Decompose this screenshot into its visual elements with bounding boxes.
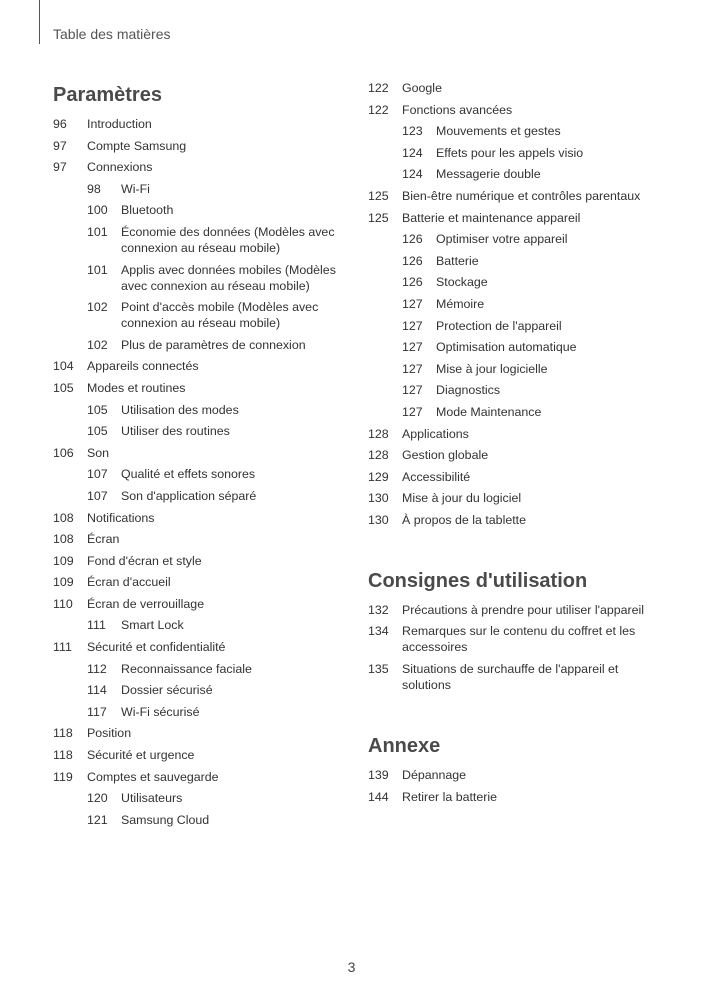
toc-page-number: 122 <box>368 102 389 117</box>
toc-entry[interactable] <box>53 224 353 256</box>
section-title: Annexe <box>368 735 441 758</box>
toc-page-number: 117 <box>87 704 107 719</box>
toc-page-number: 118 <box>53 726 73 741</box>
toc-entry-title: Gestion globale <box>402 448 489 463</box>
toc-page-number: 105 <box>87 402 108 417</box>
toc-page-number: 121 <box>87 812 108 827</box>
toc-entry[interactable] <box>368 123 668 139</box>
toc-entry-title: Utilisateurs <box>121 791 183 806</box>
toc-page-number: 127 <box>402 361 423 376</box>
toc-entry-title: Stockage <box>436 275 488 290</box>
toc-page-number: 106 <box>53 445 74 460</box>
toc-entry[interactable] <box>368 339 668 355</box>
toc-entry[interactable] <box>368 490 668 506</box>
toc-page-number: 127 <box>402 318 423 333</box>
toc-entry[interactable] <box>53 553 353 569</box>
toc-entry[interactable] <box>368 145 668 161</box>
toc-entry[interactable] <box>53 445 353 461</box>
toc-entry-title: Optimisation automatique <box>436 340 577 355</box>
toc-entry[interactable] <box>368 661 668 693</box>
toc-page-number: 127 <box>402 340 423 355</box>
toc-page-number: 98 <box>87 181 101 196</box>
toc-page-number: 105 <box>87 424 108 439</box>
toc-page-number: 111 <box>53 640 72 655</box>
toc-entry[interactable] <box>368 512 668 528</box>
toc-page-number: 124 <box>402 167 423 182</box>
toc-page-number: 107 <box>87 488 108 503</box>
toc-page-number: 139 <box>368 768 389 783</box>
toc-entry[interactable] <box>53 138 353 154</box>
toc-entry[interactable] <box>53 159 353 175</box>
running-header: Table des matières <box>53 26 171 42</box>
toc-entry-title: Batterie et maintenance appareil <box>402 210 581 225</box>
toc-entry-title: Comptes et sauvegarde <box>87 769 219 784</box>
toc-entry[interactable] <box>368 253 668 269</box>
toc-entry[interactable] <box>53 639 353 655</box>
toc-section-consignes-d-utilisation <box>368 566 668 693</box>
toc-entry[interactable] <box>368 361 668 377</box>
toc-page-number: 105 <box>53 380 74 395</box>
toc-page-number: 125 <box>368 188 389 203</box>
toc-entry[interactable] <box>53 402 353 418</box>
toc-page-number: 101 <box>87 224 108 239</box>
toc-page-number: 144 <box>368 789 389 804</box>
toc-entry-title: Mise à jour du logiciel <box>402 491 522 506</box>
toc-page-number: 97 <box>53 160 67 175</box>
section-title: Consignes d'utilisation <box>368 569 588 592</box>
toc-page-number: 109 <box>53 553 74 568</box>
toc-page-number: 134 <box>368 624 389 639</box>
toc-page-number: 122 <box>368 81 389 95</box>
toc-entry[interactable] <box>368 274 668 290</box>
toc-entry[interactable] <box>368 318 668 334</box>
toc-entry-title: Écran de verrouillage <box>87 596 205 611</box>
toc-entry-title: Notifications <box>87 510 155 525</box>
toc-entry[interactable] <box>53 466 353 482</box>
toc-page-number: 135 <box>368 662 389 677</box>
toc-entry[interactable] <box>53 299 353 331</box>
toc-entry[interactable] <box>53 747 353 763</box>
toc-entry[interactable] <box>368 789 668 805</box>
toc-entry-title: Sécurité et confidentialité <box>87 640 226 655</box>
toc-entry-title: Reconnaissance faciale <box>121 661 252 676</box>
toc-page-number: 101 <box>87 262 108 277</box>
toc-entry[interactable] <box>53 510 353 526</box>
toc-entry-title: Précautions à prendre pour utiliser l'appareil <box>402 602 645 617</box>
toc-entry[interactable] <box>53 704 353 720</box>
toc-entry-title: Introduction <box>87 117 152 131</box>
toc-entry-title: Compte Samsung <box>87 138 187 153</box>
toc-entry-title: Wi-Fi sécurisé <box>121 704 200 719</box>
toc-entry-title: Google <box>402 81 442 95</box>
toc-page-number: 129 <box>368 469 389 484</box>
toc-entry[interactable] <box>53 380 353 396</box>
toc-entry[interactable] <box>53 358 353 374</box>
toc-entry-title: Écran <box>87 532 120 547</box>
toc-entry-title: Fond d'écran et style <box>87 553 202 568</box>
toc-entry[interactable] <box>368 623 668 655</box>
toc-page-number: 100 <box>87 203 108 218</box>
toc-entry[interactable] <box>368 231 668 247</box>
toc-entry-title: Utilisation des modes <box>121 402 239 417</box>
toc-page-number: 127 <box>402 404 423 419</box>
toc-entry-title: Son d'application séparé <box>121 488 257 503</box>
toc-entry-title: Situations de surchauffe de l'appareil et solutions <box>402 662 619 693</box>
toc-column-left <box>53 80 353 833</box>
toc-entry-title: Plus de paramètres de connexion <box>121 337 306 352</box>
toc-page-number: 130 <box>368 512 389 527</box>
toc-page-number: 102 <box>87 337 108 352</box>
toc-page-number: 114 <box>87 683 107 698</box>
toc-page-number: 112 <box>87 661 107 676</box>
toc-entry[interactable] <box>368 767 668 783</box>
toc-entry-title: Dépannage <box>402 768 467 783</box>
toc-page-number: 124 <box>402 145 423 160</box>
toc-entry[interactable] <box>53 202 353 218</box>
toc-page-number: 125 <box>368 210 389 225</box>
toc-entry-title: Connexions <box>87 160 153 175</box>
toc-entry[interactable] <box>368 426 668 442</box>
toc-entry[interactable] <box>368 404 668 420</box>
toc-page-number: 109 <box>53 575 74 590</box>
toc-entry[interactable] <box>53 769 353 785</box>
toc-entry-title: Dossier sécurisé <box>121 683 213 698</box>
toc-page-number: 108 <box>53 532 74 547</box>
toc-page-number: 127 <box>402 383 423 398</box>
toc-entry[interactable] <box>53 725 353 741</box>
toc-entry[interactable] <box>368 210 668 226</box>
toc-entry-title: Optimiser votre appareil <box>436 232 568 247</box>
toc-column-right <box>368 80 668 810</box>
toc-entry[interactable] <box>53 661 353 677</box>
toc-entry[interactable] <box>53 116 353 132</box>
toc-entry[interactable] <box>53 596 353 612</box>
section-title: Paramètres <box>53 84 162 106</box>
toc-page-number: 126 <box>402 253 423 268</box>
toc-entry[interactable] <box>368 602 668 618</box>
toc-section-annexe <box>368 731 668 805</box>
toc-page-number: 104 <box>53 359 74 374</box>
toc-entry-title: Applications <box>402 426 469 441</box>
toc-list <box>368 80 668 528</box>
toc-entry[interactable] <box>368 469 668 485</box>
toc-entry[interactable] <box>53 812 353 828</box>
toc-entry[interactable] <box>53 337 353 353</box>
toc-entry-title: Messagerie double <box>436 167 541 182</box>
toc-entry-title: Économie des données (Modèles avec connexion au réseau mobile) <box>121 224 335 255</box>
toc-entry[interactable] <box>368 102 668 118</box>
side-rule <box>39 0 40 44</box>
toc-entry-title: Qualité et effets sonores <box>121 467 256 482</box>
toc-page-number: 120 <box>87 791 108 806</box>
toc-page-number: 126 <box>402 275 423 290</box>
toc-entry[interactable] <box>368 296 668 312</box>
toc-entry-title: Wi-Fi <box>121 181 150 196</box>
toc-page-number: 97 <box>53 138 67 153</box>
toc-entry[interactable] <box>53 574 353 590</box>
toc-entry-title: Son <box>87 445 110 460</box>
toc-entry[interactable] <box>53 790 353 806</box>
toc-entry-title: Écran d'accueil <box>87 575 171 590</box>
toc-entry-title: Effets pour les appels visio <box>436 145 584 160</box>
toc-entry-title: Mise à jour logicielle <box>436 361 548 376</box>
toc-entry-title: À propos de la tablette <box>402 512 526 527</box>
toc-entry[interactable] <box>368 166 668 182</box>
toc-entry-title: Diagnostics <box>436 383 501 398</box>
toc-entry-title: Modes et routines <box>87 380 186 395</box>
toc-entry[interactable] <box>53 682 353 698</box>
toc-entry-title: Retirer la batterie <box>402 789 498 804</box>
toc-page-number: 128 <box>368 426 389 441</box>
toc-entry-title: Mode Maintenance <box>436 404 542 419</box>
toc-page-number: 96 <box>53 117 67 131</box>
toc-entry-title: Applis avec données mobiles (Modèles avec connexion au réseau mobile) <box>121 262 336 293</box>
toc-entry[interactable] <box>368 80 668 96</box>
toc-entry-title: Mouvements et gestes <box>436 124 561 139</box>
toc-entry-title: Protection de l'appareil <box>436 318 562 333</box>
toc-entry-title: Remarques sur le contenu du coffret et les accessoires <box>402 624 636 655</box>
toc-section-continued <box>368 80 668 528</box>
toc-entry-title: Bluetooth <box>121 203 174 218</box>
toc-entry-title: Bien-être numérique et contrôles parentaux <box>402 188 641 203</box>
toc-entry[interactable] <box>368 188 668 204</box>
toc-page-number: 107 <box>87 467 108 482</box>
toc-entry-title: Point d'accès mobile (Modèles avec connexion au réseau mobile) <box>121 300 319 331</box>
toc-entry[interactable] <box>53 181 353 197</box>
toc-page-number: 132 <box>368 602 389 617</box>
toc-entry[interactable] <box>53 262 353 294</box>
toc-page-number: 118 <box>53 748 73 763</box>
toc-entry-title: Accessibilité <box>402 469 471 484</box>
toc-entry-title: Batterie <box>436 253 479 268</box>
toc-entry-title: Fonctions avancées <box>402 102 513 117</box>
toc-entry[interactable] <box>53 423 353 439</box>
toc-entry-title: Sécurité et urgence <box>87 748 195 763</box>
toc-page-number: 102 <box>87 300 108 315</box>
toc-list <box>368 767 668 805</box>
toc-page-number: 127 <box>402 296 423 311</box>
toc-entry[interactable] <box>368 447 668 463</box>
toc-page-number: 128 <box>368 448 389 463</box>
toc-entry-title: Utiliser des routines <box>121 424 230 439</box>
toc-entry[interactable] <box>368 382 668 398</box>
toc-page-number: 126 <box>402 232 423 247</box>
toc-page-number: 111 <box>87 618 106 633</box>
toc-entry[interactable] <box>53 617 353 633</box>
toc-entry-title: Position <box>87 726 132 741</box>
page-number: 3 <box>347 959 356 975</box>
toc-entry[interactable] <box>53 531 353 547</box>
toc-entry[interactable] <box>53 488 353 504</box>
toc-page-number: 110 <box>53 596 73 611</box>
toc-list <box>368 602 668 693</box>
toc-page-number: 130 <box>368 491 389 506</box>
toc-entry-title: Samsung Cloud <box>121 812 210 827</box>
toc-page-number: 119 <box>53 769 73 784</box>
toc-list <box>53 116 353 828</box>
toc-entry-title: Appareils connectés <box>87 359 199 374</box>
toc-section-parametres <box>53 80 353 828</box>
toc-page-number: 108 <box>53 510 74 525</box>
toc-page-number: 123 <box>402 124 423 139</box>
toc-entry-title: Smart Lock <box>121 618 184 633</box>
toc-entry-title: Mémoire <box>436 296 485 311</box>
